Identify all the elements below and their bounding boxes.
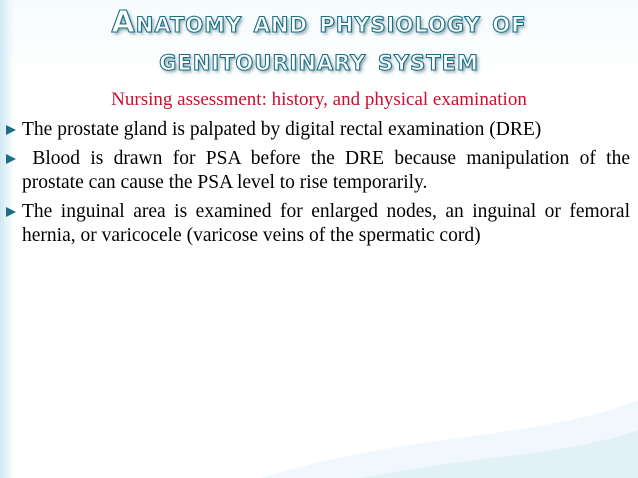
slide-subtitle: Nursing assessment: history, and physical examination: [111, 89, 527, 110]
bullet-text: Blood is drawn for PSA before the DRE because manipulation of the prostate can cause the PSA level to rise temporarily.: [22, 148, 631, 193]
bullet-item: [6, 147, 630, 195]
bullet-item: [6, 200, 630, 248]
bullet-text: The inguinal area is examined for enlarged nodes, an inguinal or femoral hernia, or varicocele (varicose veins of the spermatic cord): [22, 201, 630, 246]
square-bullet-icon: [6, 153, 16, 165]
bullet-list: [6, 118, 630, 253]
bullet-item: [6, 118, 630, 142]
square-bullet-icon: [6, 206, 16, 218]
title-line-1: Anatomy and physiology of: [111, 5, 527, 40]
square-bullet-icon: [6, 124, 16, 136]
title-line-2: genitourinary system: [159, 43, 479, 78]
bullet-text: The prostate gland is palpated by digital rectal examination (DRE): [22, 119, 542, 140]
slide-title: [0, 4, 638, 80]
